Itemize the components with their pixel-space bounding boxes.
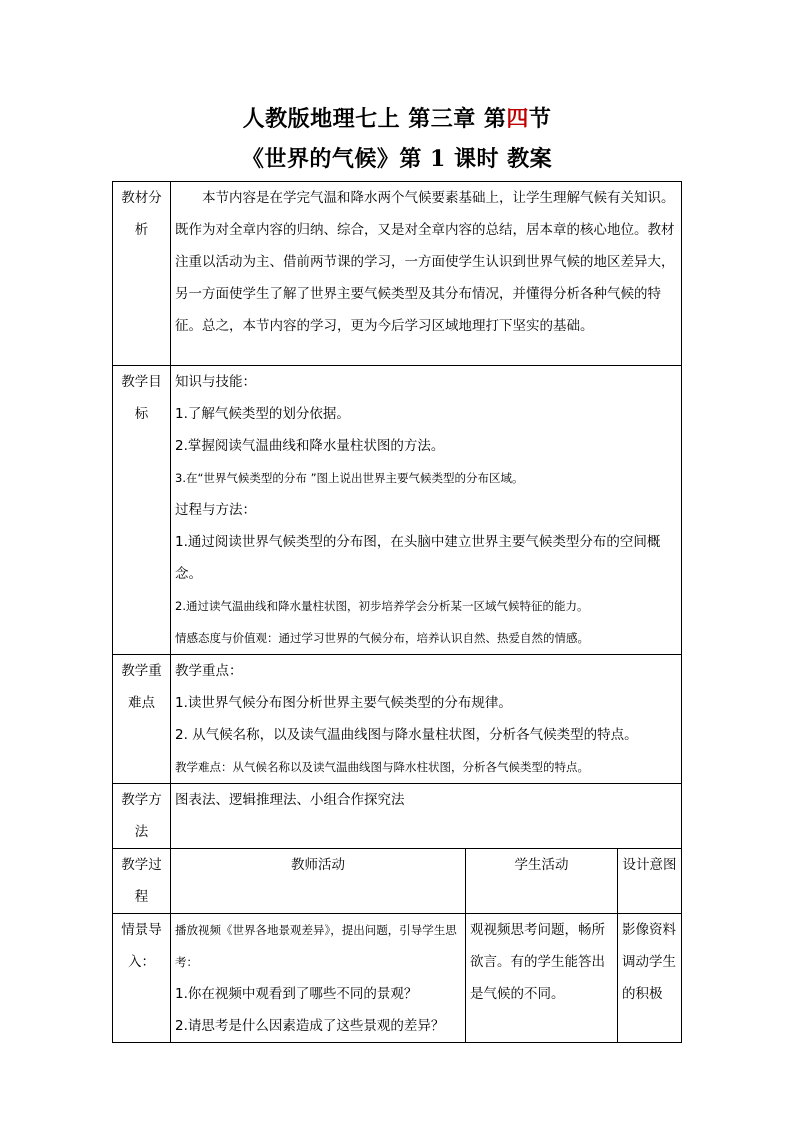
keypoints-heading: 教学重点： [175, 663, 243, 679]
process-heading: 过程与方法： [175, 502, 256, 518]
goals-content [171, 366, 682, 655]
header-student: 学生活动 [466, 849, 618, 914]
header-teacher: 教师活动 [171, 849, 466, 914]
keypoints-content [171, 655, 682, 784]
title-line-2: 《世界的气候》第 1 课时 教案 [241, 146, 553, 172]
intro-teacher-line-1: 播放视频《世界各地景观差异》，提出问题，引导学生思考： [175, 923, 457, 969]
row-intro [113, 914, 682, 1043]
row-methods [113, 784, 682, 849]
label-process: 教学过程 [113, 849, 171, 914]
header-design: 设计意图 [618, 849, 682, 914]
emotion-goal: 情感态度与价值观：通过学习世界的气候分布，培养认识自然、热爱自然的情感。 [175, 631, 589, 645]
title-line-1-suffix: 节 [528, 106, 552, 132]
label-methods: 教学方法 [113, 784, 171, 849]
intro-student: 观视频思考问题，畅所欲言。有的学生能答出是气候的不同。 [466, 914, 618, 1043]
intro-question-1: 1.你在视频中观看到了哪些不同的景观？ [175, 986, 418, 1002]
row-analysis [113, 182, 682, 366]
intro-question-2: 2.请思考是什么因素造成了这些景观的差异？ [175, 1018, 445, 1034]
knowledge-item-2: 2.掌握阅读气温曲线和降水量柱状图的方法。 [175, 438, 445, 454]
process-item-1: 1.通过阅读世界气候类型的分布图，在头脑中建立世界主要气候类型分布的空间概念。 [175, 534, 661, 582]
row-keypoints [113, 655, 682, 784]
methods-text: 图表法、逻辑推理法、小组合作探究法 [171, 784, 682, 849]
keypoint-2: 2. 从气候名称，以及读气温曲线图与降水量柱状图，分析各气候类型的特点。 [175, 727, 638, 743]
title-highlight: 四 [506, 106, 529, 132]
label-analysis: 教材分析 [113, 182, 171, 366]
row-goals [113, 366, 682, 655]
row-process-header [113, 849, 682, 914]
difficulty: 教学难点：从气候名称以及读气温曲线图与降水柱状图，分析各气候类型的特点。 [175, 760, 589, 774]
label-goals: 教学目标 [113, 366, 171, 655]
label-keypoints: 教学重难点 [113, 655, 171, 784]
process-item-2: 2.通过读气温曲线和降水量柱状图，初步培养学会分析某一区域气候特征的能力。 [175, 599, 589, 613]
intro-teacher [171, 914, 466, 1043]
label-intro: 情景导入： [113, 914, 171, 1043]
analysis-text: 本节内容是在学完气温和降水两个气候要素基础上，让学生理解气候有关知识。既作为对全章内容的归纳、综合，又是对全章内容的总结，居本章的核心地位。教材注重以活动为主、借前两节课的学习，一方面使学生认识到世界气候的地区差异大，另一方面使学生了解了世界主要气候类型及其分布情况，并懂得分析各种气候的特征。总之，本节内容的学习，更为今后学习区域地理打下坚实的基础。 [171, 182, 682, 366]
keypoint-1: 1.读世界气候分布图分析世界主要气候类型的分布规律。 [175, 695, 512, 711]
title-line-1 [0, 102, 794, 133]
knowledge-item-1: 1.了解气候类型的划分依据。 [175, 406, 350, 422]
knowledge-heading: 知识与技能： [175, 374, 256, 390]
knowledge-item-3: 3.在“世界气候类型的分布 ”图上说出世界主要气候类型的分布区域。 [175, 471, 524, 485]
title-line-1-prefix: 人教版地理七上 第三章 第 [242, 106, 507, 132]
lesson-plan-table [112, 181, 682, 1043]
intro-design: 影像资料调动学生的积极 [618, 914, 682, 1043]
